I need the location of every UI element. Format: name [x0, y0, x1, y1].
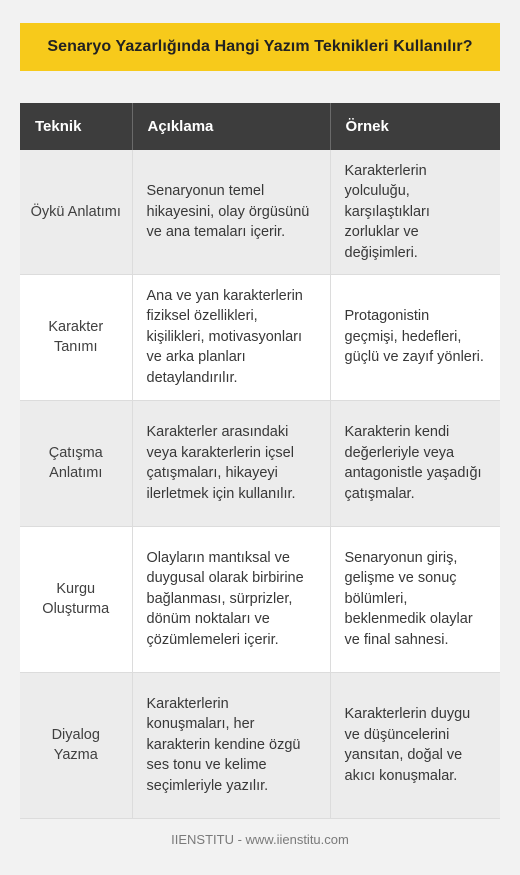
- column-header-ornek: Örnek: [330, 103, 500, 150]
- title-banner: [20, 23, 500, 71]
- table-row: [20, 274, 500, 400]
- cell-ornek: Karakterlerin duygu ve düşüncelerini yansıtan, doğal ve akıcı konuşmalar.: [330, 672, 500, 818]
- cell-aciklama: Karakterlerin konuşmaları, her karakterin kendine özgü ses tonu ve kelime seçimleriyle yazılır.: [132, 672, 330, 818]
- table-row: [20, 150, 500, 274]
- cell-teknik: Çatışma Anlatımı: [20, 400, 132, 526]
- techniques-table: [20, 103, 500, 819]
- cell-ornek: Senaryonun giriş, gelişme ve sonuç bölümleri, beklenmedik olaylar ve final sahnesi.: [330, 526, 500, 672]
- cell-teknik: Öykü Anlatımı: [20, 150, 132, 274]
- cell-teknik: Diyalog Yazma: [20, 672, 132, 818]
- table-row: [20, 526, 500, 672]
- cell-aciklama: Olayların mantıksal ve duygusal olarak birbirine bağlanması, sürprizler, dönüm noktaları ve çözümlemeleri içerir.: [132, 526, 330, 672]
- column-header-aciklama: Açıklama: [132, 103, 330, 150]
- table-header-row: [20, 103, 500, 150]
- cell-teknik: Karakter Tanımı: [20, 274, 132, 400]
- cell-ornek: Protagonistin geçmişi, hedefleri, güçlü ve zayıf yönleri.: [330, 274, 500, 400]
- footer-credit: IIENSTITU - www.iienstitu.com: [171, 832, 349, 847]
- column-header-teknik: Teknik: [20, 103, 132, 150]
- cell-teknik: Kurgu Oluşturma: [20, 526, 132, 672]
- cell-aciklama: Senaryonun temel hikayesini, olay örgüsünü ve ana temaları içerir.: [132, 150, 330, 274]
- cell-aciklama: Ana ve yan karakterlerin fiziksel özellikleri, kişilikleri, motivasyonları ve arka planları detaylandırılır.: [132, 274, 330, 400]
- cell-ornek: Karakterin kendi değerleriyle veya antagonistle yaşadığı çatışmalar.: [330, 400, 500, 526]
- cell-aciklama: Karakterler arasındaki veya karakterlerin içsel çatışmaları, hikayeyi ilerletmek için kullanılır.: [132, 400, 330, 526]
- cell-ornek: Karakterlerin yolculuğu, karşılaştıkları zorluklar ve değişimleri.: [330, 150, 500, 274]
- page-title: Senaryo Yazarlığında Hangi Yazım Teknikleri Kullanılır?: [47, 38, 473, 55]
- table-row: [20, 672, 500, 818]
- table-row: [20, 400, 500, 526]
